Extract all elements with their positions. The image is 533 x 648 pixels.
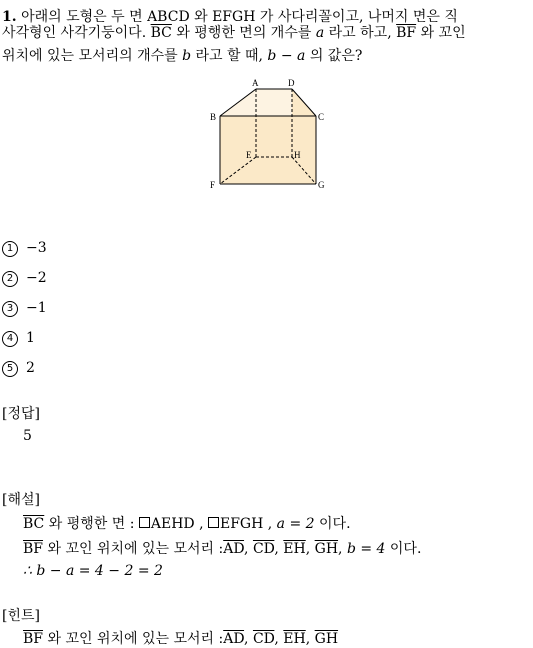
segment-bf-2: $\overline{BF}$ (23, 541, 44, 557)
explanation-line-2: $\overline{BF}$ 와 꼬인 위치에 있는 모서리 $:\overline{AD}$, $\overline{CD}$, $\overline{EH}$, $\overline{GH}$, b = 4 이다. (23, 541, 422, 557)
var-b: b (182, 48, 192, 64)
question-text-2b: 와 평행한 면의 개수를 (176, 25, 312, 41)
b-equals: b = 4 (346, 541, 386, 557)
option-3[interactable] (2, 300, 47, 317)
segment-bf-3: $\overline{BF}$ (23, 631, 44, 647)
hint-heading: [힌트] (2, 608, 40, 624)
hint-edge-gh: $\overline{GH}$ (314, 631, 339, 647)
hint-edge-ad: $\overline{AD}$ (223, 631, 245, 647)
question-text-3b: 라고 할 때, (195, 48, 263, 64)
option-1[interactable] (2, 240, 47, 257)
option-number-5: 5 (2, 361, 18, 377)
a-equals: a = 2 (276, 516, 315, 532)
hint-edge-eh: $\overline{EH}$ (283, 631, 306, 647)
option-2[interactable] (2, 270, 47, 287)
label-b: B (210, 112, 217, 122)
explanation-text-1: 와 평행한 면 : (48, 516, 135, 532)
label-f: F (210, 180, 216, 190)
edge-ad-text: $\overline{AD}$ (223, 541, 245, 557)
prism-figure (200, 75, 340, 195)
expr-b-minus-a: b − a (267, 48, 306, 64)
option-value-3: −1 (26, 300, 47, 316)
hint-text: 와 꼬인 위치에 있는 모서리 : (47, 631, 224, 647)
var-a: a (315, 25, 325, 41)
option-value-2: −2 (26, 270, 47, 286)
option-value-4: 1 (26, 330, 35, 346)
question-text-2c: 라고 하고, (328, 25, 392, 41)
option-number-4: 4 (2, 331, 18, 347)
answer-heading: [정답] (2, 406, 40, 422)
question-text-2a: 사각형인 사각기둥이다. (2, 25, 147, 41)
segment-bc: $\overline{BC}$ (150, 25, 172, 41)
question-text-2d: 와 꼬인 (420, 25, 466, 41)
option-number-1: 1 (2, 241, 18, 257)
option-value-1: −3 (26, 240, 47, 256)
question-number: 1. (2, 9, 17, 25)
segment-bc-2: $\overline{BC}$ (23, 516, 45, 532)
edge-eh-text: $\overline{EH}$ (283, 541, 306, 557)
question-line-3 (2, 45, 362, 65)
label-d: D (288, 78, 295, 88)
label-g: G (318, 180, 325, 190)
square-symbol (139, 517, 150, 528)
label-c: C (318, 112, 325, 122)
explanation-line-1 (23, 513, 351, 533)
edge-gh-text: $\overline{GH}$ (314, 541, 339, 557)
face-aehd: AEHD , (150, 516, 204, 532)
option-value-5: 2 (26, 360, 35, 376)
face-efgh: EFGH , (219, 516, 273, 532)
answer-value: 5 (23, 428, 32, 444)
explanation-post-1: 이다. (319, 516, 351, 532)
hint-edge-cd: $\overline{CD}$ (252, 631, 275, 647)
hint-line: $\overline{BF}$ 와 꼬인 위치에 있는 모서리 $:\overline{AD}$, $\overline{CD}$, $\overline{EH}$, $\overline{GH}$ (23, 631, 339, 647)
option-number-3: 3 (2, 301, 18, 317)
option-4[interactable] (2, 330, 35, 347)
question-text-3a: 위치에 있는 모서리의 개수를 (2, 48, 178, 64)
square-symbol (208, 517, 219, 528)
explanation-text-2: 와 꼬인 위치에 있는 모서리 : (47, 541, 224, 557)
option-number-2: 2 (2, 271, 18, 287)
explanation-heading: [해설] (2, 492, 40, 508)
option-5[interactable] (2, 360, 35, 377)
label-h: H (294, 150, 301, 160)
question-line-2 (2, 22, 466, 42)
question-text-3c: 의 값은? (309, 48, 363, 64)
explanation-post-2: 이다. (389, 541, 422, 557)
explanation-line-3: ∴ b − a = 4 − 2 = 2 (23, 563, 163, 579)
segment-bf: $\overline{BF}$ (396, 25, 417, 41)
question-text-1: 아래의 도형은 두 면 ABCD 와 EFGH 가 사다리꼴이고, 나머지 면은 직 (21, 9, 458, 25)
edge-cd-text: $\overline{CD}$ (252, 541, 275, 557)
label-a: A (252, 78, 259, 88)
label-e: E (246, 150, 252, 160)
